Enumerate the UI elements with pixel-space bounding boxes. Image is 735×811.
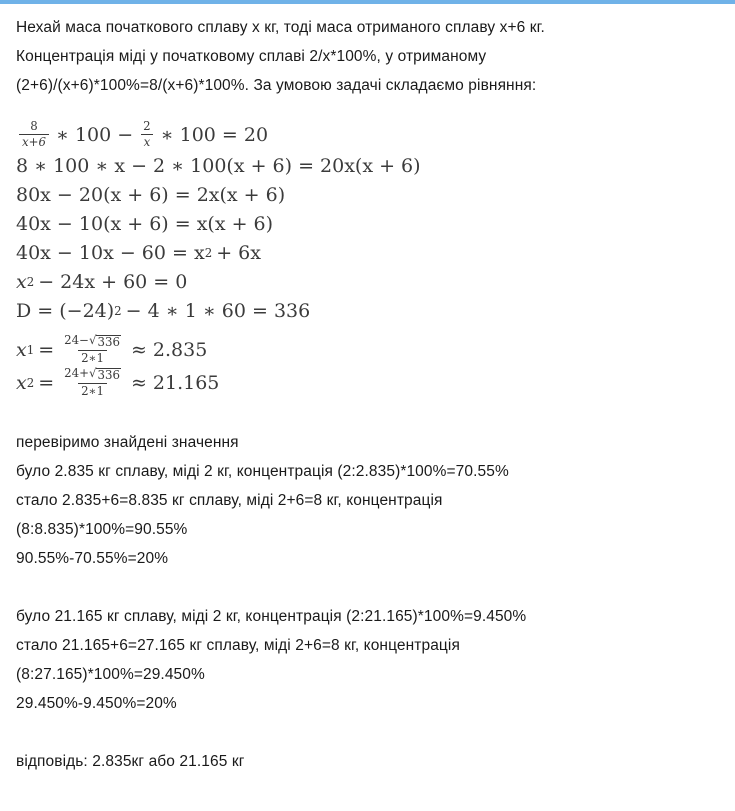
equation-line-4: [16, 209, 719, 238]
verification-case-1-line-3: (8:8.835)*100%=90.55%: [16, 521, 188, 538]
equation-line-7-discriminant: D = (−24) 2 − 4 ∗ 1 ∗ 60 = 336: [16, 296, 719, 325]
sqrt-icon: [89, 334, 121, 349]
equation-6-text-a: x: [16, 270, 27, 293]
root-1-fraction: [61, 334, 124, 365]
final-answer-text: відповідь: 2.835кг або 21.165 кг: [16, 753, 245, 770]
equation-5-text-b: + 6x: [216, 241, 261, 264]
fraction-denominator: x: [141, 134, 154, 149]
equation-line-1: [16, 118, 719, 151]
verification-case-2-line-2: стало 21.165+6=27.165 кг сплаву, міді 2+6=8 кг, концентрація: [16, 637, 460, 654]
equation-line-root-1: x 1 = 24− √ 336 2∗1 ≈ 2.835: [16, 333, 719, 366]
sqrt-icon: [89, 367, 121, 382]
discriminant-text-b: − 4 ∗ 1 ∗ 60 = 336: [125, 299, 311, 322]
math-derivation: [0, 118, 735, 399]
equation-1-operator: ∗ 100 −: [55, 123, 134, 146]
equation-5-text-a: 40x − 10x − 60 = x: [16, 241, 205, 264]
discriminant-text-a: D = (−24): [16, 299, 115, 322]
equation-2-text: 8 ∗ 100 ∗ x − 2 ∗ 100(x + 6) = 20x(x + 6): [16, 154, 421, 177]
fraction-8-over-x-plus-6: [19, 120, 49, 149]
intro-line-3: (2+6)/(x+6)*100%=8/(x+6)*100%. За умовою задачі складаємо рівняння:: [16, 77, 537, 94]
root-2-numerator: [61, 367, 124, 383]
root-1-numerator-left: 24−: [64, 332, 89, 347]
root-2-denominator: 2∗1: [78, 383, 107, 398]
radical-sign: √: [88, 332, 97, 347]
equation-1-tail: ∗ 100 = 20: [160, 123, 269, 146]
equation-line-3: [16, 180, 719, 209]
verification-section: [0, 428, 735, 718]
root-1-equals: =: [38, 338, 55, 361]
spacer-after-math: [0, 399, 735, 428]
root-2-variable: x: [16, 371, 27, 394]
intro-paragraph: [0, 4, 735, 100]
equation-line-5: 40x − 10x − 60 = x 2 + 6x: [16, 238, 719, 267]
equation-line-6: x 2 − 24x + 60 = 0: [16, 267, 719, 296]
fraction-numerator: 2: [143, 118, 151, 133]
equation-line-root-2: x 2 = 24+ √ 336 2∗1 ≈ 21.165: [16, 366, 719, 399]
root-2-numerator-left: 24+: [64, 365, 89, 380]
verification-case-2-line-4: 29.450%-9.450%=20%: [16, 695, 177, 712]
final-answer: [0, 747, 735, 776]
equation-6-text-b: − 24x + 60 = 0: [38, 270, 188, 293]
root-2-value: ≈ 21.165: [130, 371, 220, 394]
solution-page: [0, 4, 735, 776]
radical-sign: √: [88, 365, 97, 380]
fraction-numerator: 8: [30, 118, 38, 133]
root-1-radicand: 336: [97, 334, 120, 349]
spacer-between-cases: [16, 573, 719, 602]
root-1-denominator: 2∗1: [78, 350, 107, 365]
equation-line-2: [16, 151, 719, 180]
root-1-variable: x: [16, 338, 27, 361]
root-2-equals: =: [38, 371, 55, 394]
spacer-before-answer: [0, 718, 735, 747]
root-2-fraction: [61, 367, 124, 398]
equation-3-text: 80x − 20(x + 6) = 2x(x + 6): [16, 183, 286, 206]
verification-case-1-line-2: стало 2.835+6=8.835 кг сплаву, міді 2+6=8 кг, концентрація: [16, 492, 443, 509]
verification-heading: перевіримо знайдені значення: [16, 434, 239, 451]
verification-case-1-line-4: 90.55%-70.55%=20%: [16, 550, 169, 567]
fraction-2-over-x: [140, 120, 154, 149]
root-2-radicand: 336: [97, 367, 120, 382]
root-1-numerator: [61, 334, 124, 350]
verification-case-2-line-1: було 21.165 кг сплаву, міді 2 кг, концентрація (2:21.165)*100%=9.450%: [16, 608, 527, 625]
fraction-denominator: x+6: [19, 134, 49, 149]
intro-line-1: Нехай маса початкового сплаву x кг, тоді маса отриманого сплаву x+6 кг.: [16, 19, 545, 36]
verification-case-2-line-3: (8:27.165)*100%=29.450%: [16, 666, 205, 683]
intro-line-2: Концентрація міді у початковому сплаві 2/x*100%, у отриманому: [16, 48, 487, 65]
root-1-value: ≈ 2.835: [130, 338, 208, 361]
equation-4-text: 40x − 10(x + 6) = x(x + 6): [16, 212, 274, 235]
verification-case-1-line-1: було 2.835 кг сплаву, міді 2 кг, концентрація (2:2.835)*100%=70.55%: [16, 463, 509, 480]
